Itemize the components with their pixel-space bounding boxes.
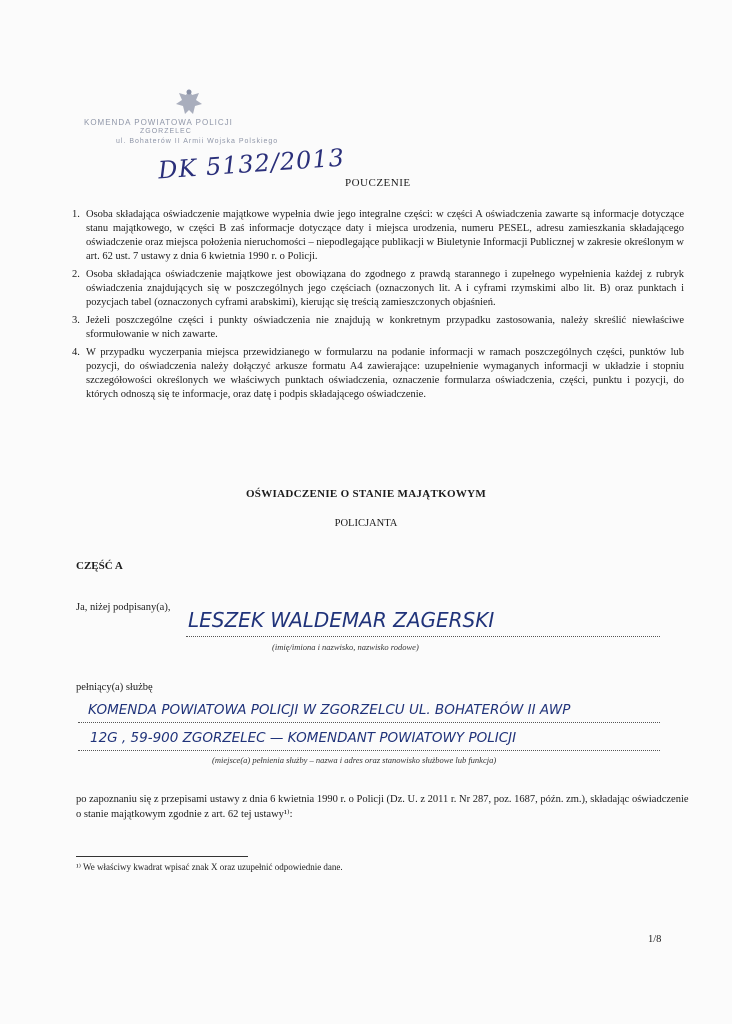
service-caption: (miejsce(a) pełnienia służby – nazwa i adres oraz stanowisko służbowe lub funkcja): [212, 755, 497, 765]
instruction-text: Osoba składająca oświadczenie majątkowe wypełnia dwie jego integralne części: w części A oświadczenia zawarte są informacje dotyczące stanu majątkowego, w części B zaś informacje dotyczące daty i miejsca urodzenia, numeru PESEL, adresu zamieszkania składającego oświadczenie oraz miejsca położenia nieruchomości – niepodlegające publikacji w Biuletynie Informacji Publicznej w zakresie określonym w art. 62 ust. 7 ustawy z dnia 6 kwietnia 1990 r. o Policji.: [86, 209, 684, 262]
service-label: pełniący(a) służbę: [76, 682, 153, 693]
instruction-item: [72, 314, 684, 342]
instruction-text: W przypadku wyczerpania miejsca przewidzianego w formularzu na podanie informacji w ramach poszczególnych części, punktów lub pozycji, do oświadczenia należy dołączyć arkusze formatu A4 zawierające: uzupełnienie wymaganych informacji w układzie i stopniu szczegółowości określonych we właściwych punktach oświadczenia, oznaczenie formularza oświadczenia, części, punktu i pozycji, do których odnoszą się te informacje, oraz datę i podpis składającego oświadczenie.: [86, 347, 684, 400]
part-a-heading: CZĘŚĆ A: [76, 560, 123, 572]
instructions-list: [72, 208, 684, 406]
undersigned-name-field[interactable]: LESZEK WALDEMAR ZAGERSKI: [188, 608, 495, 632]
declaration-subtitle: POLICJANTA: [334, 518, 398, 529]
instruction-number: 4.: [72, 347, 80, 358]
footnote: ¹⁾ We właściwy kwadrat wpisać znak X oraz uzupełnić odpowiednie dane.: [76, 862, 343, 872]
stamp-line-1: KOMENDA POWIATOWA POLICJI: [84, 118, 233, 127]
office-stamp: [80, 80, 346, 190]
eagle-emblem-icon: [172, 86, 206, 120]
pouczenie-heading: POUCZENIE: [345, 177, 411, 189]
stamp-line-3: ul. Bohaterów II Armii Wojska Polskiego: [116, 138, 279, 145]
instruction-item: [72, 268, 684, 310]
instruction-number: 1.: [72, 209, 80, 220]
instruction-text: Jeżeli poszczególne części i punkty oświadczenia nie znajdują w konkretnym przypadku zastosowania, należy skreślić niewłaściwe sformułowanie w nich zawarte.: [86, 315, 684, 340]
stamp-line-2: ZGORZELEC: [140, 128, 192, 135]
footnote-rule: [76, 856, 248, 857]
undersigned-label: Ja, niżej podpisany(a),: [76, 602, 171, 613]
declaration-title: OŚWIADCZENIE O STANIE MAJĄTKOWYM: [245, 488, 487, 500]
undersigned-caption: (imię/imiona i nazwisko, nazwisko rodowe): [272, 642, 419, 652]
instruction-item: [72, 346, 684, 402]
service-place-field-line2[interactable]: 12G , 59-900 ZGORZELEC — KOMENDANT POWIATOWY POLICJI: [90, 730, 517, 746]
instruction-text: Osoba składająca oświadczenie majątkowe jest obowiązana do zgodnego z prawdą starannego i zupełnego wypełnienia każdej z rubryk oświadczenia znajdujących się w poszczególnych jego częściach (oznaczonych lit. A i cyframi rzymskimi albo lit. B) oraz punktach i pozycjach tabel (oznaczonych cyframi arabskimi), kierując się treścią zamieszczonych objaśnień.: [86, 269, 684, 308]
instruction-number: 2.: [72, 269, 80, 280]
service-dotted-line-2: [78, 750, 660, 751]
undersigned-dotted-line: [186, 636, 660, 637]
page-number: 1/8: [648, 934, 662, 945]
service-dotted-line-1: [78, 722, 660, 723]
instruction-item: [72, 208, 684, 264]
document-number: DK 5132/2013: [157, 143, 346, 185]
service-place-field-line1[interactable]: KOMENDA POWIATOWA POLICJI W ZGORZELCU UL. BOHATERÓW II AWP: [88, 702, 571, 718]
instruction-number: 3.: [72, 315, 80, 326]
statement-text: po zapoznaniu się z przepisami ustawy z dnia 6 kwietnia 1990 r. o Policji (Dz. U. z 2011 r. Nr 287, poz. 1687, późn. zm.), składając oświadczenie o stanie majątkowym zgodnie z art. 62 tej ustawy¹⁾:: [76, 794, 689, 820]
